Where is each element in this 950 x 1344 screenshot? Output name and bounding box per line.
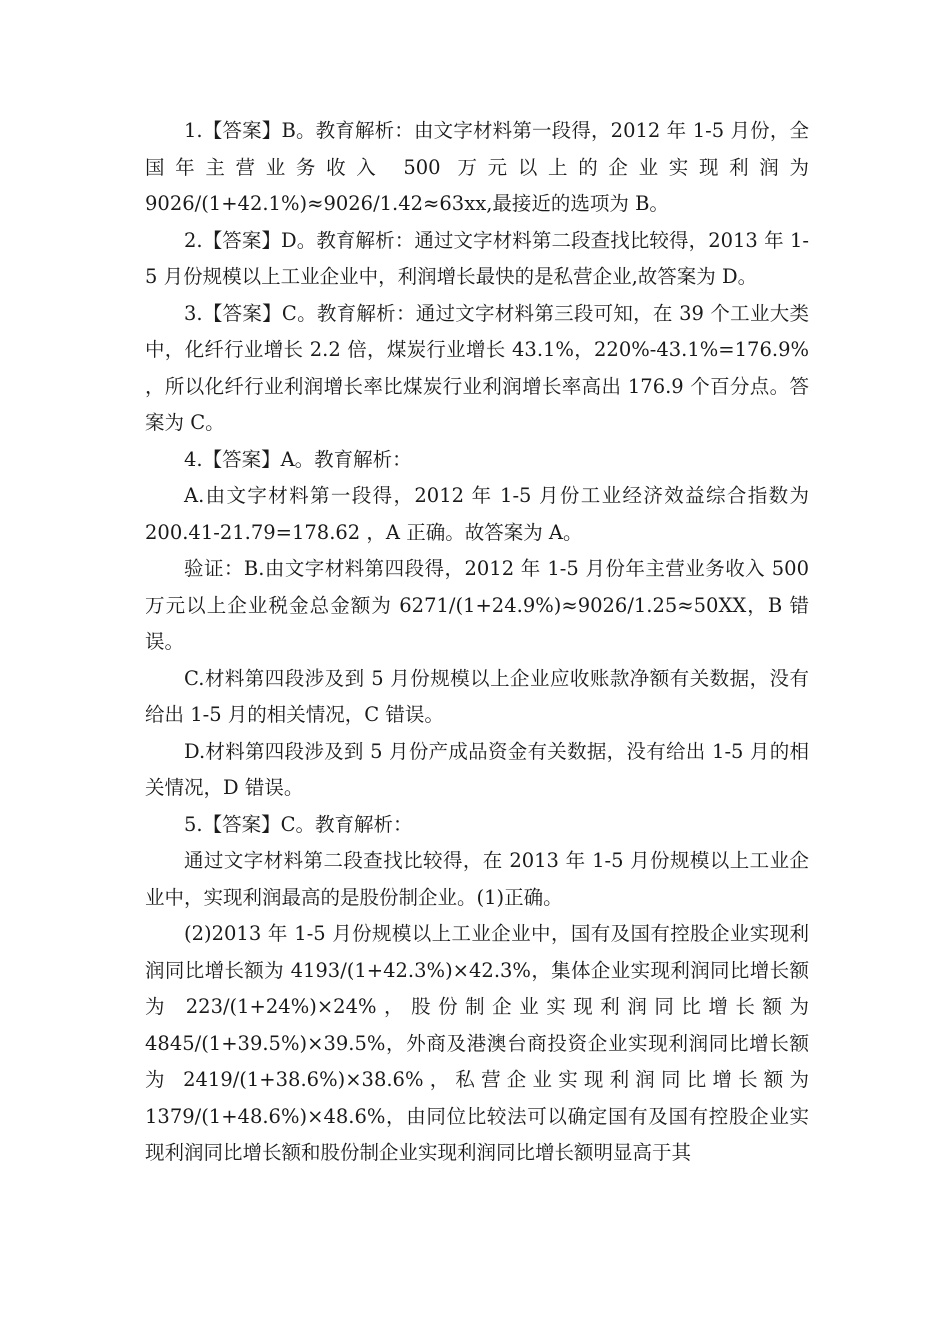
paragraph-answer-5-item-1: 通过文字材料第二段查找比较得，在 2013 年 1-5 月份规模以上工业企业中，实现利润最高的是股份制企业。(1)正确。 bbox=[145, 849, 809, 909]
paragraph-answer-2: 2.【答案】D。教育解析：通过文字材料第二段查找比较得，2013 年 1-5 月份规模以上工业企业中，利润增长最快的是私营企业,故答案为 D。 bbox=[145, 228, 809, 288]
paragraph-answer-1: 1.【答案】B。教育解析：由文字材料第一段得，2012 年 1-5 月份，全国年主营业务收入 500 万元以上的企业实现利润为 9026/(1+42.1%)≈9026/1.42≈63xx,最接近的选项为 B。 bbox=[145, 119, 809, 215]
paragraph-answer-4-verify-b: 验证：B.由文字材料第四段得，2012 年 1-5 月份年主营业务收入 500 万元以上企业税金总金额为 6271/(1+24.9%)≈9026/1.25≈50XX，B 错误。 bbox=[145, 557, 809, 653]
paragraph-answer-3: 3.【答案】C。教育解析：通过文字材料第三段可知，在 39 个工业大类中，化纤行业增长 2.2 倍，煤炭行业增长 43.1%，220%-43.1%=176.9% ，所以化纤行业利润增长率比煤炭行业利润增长率高出 176.9 个百分点。答案为 C。 bbox=[145, 301, 809, 434]
paragraph-answer-4: 4.【答案】A。教育解析： bbox=[184, 447, 412, 471]
paragraph-answer-4-option-c: C.材料第四段涉及到 5 月份规模以上企业应收账款净额有关数据，没有给出 1-5 月的相关情况，C 错误。 bbox=[145, 666, 809, 726]
paragraph-answer-5: 5.【答案】C。教育解析： bbox=[184, 812, 413, 836]
paragraph-answer-5-item-2: (2)2013 年 1-5 月份规模以上工业企业中，国有及国有控股企业实现利润同比增长额为 4193/(1+42.3%)×42.3%，集体企业实现利润同比增长额为 223/(1+24%)×24%，股份制企业实现利润同比增长额为 4845/(1+39.5%)×39.5%，外商及港澳台商投资企业实现利润同比增长额为 2419/(1+38.6%)×38.6%，私营企业实现利润同比增长额为 1379/(1+48.6%)×48.6%，由同位比较法可以确定国有及国有控股企业实现利润同比增长额和股份制企业实现利润同比增长额明显高于其 bbox=[145, 922, 809, 1164]
paragraph-answer-4-option-d: D.材料第四段涉及到 5 月份产成品资金有关数据，没有给出 1-5 月的相关情况，D 错误。 bbox=[145, 739, 809, 799]
answer-text-block bbox=[145, 113, 809, 1172]
paragraph-answer-4-option-a: A.由文字材料第一段得，2012 年 1-5 月份工业经济效益综合指数为 200.41-21.79=178.62 ，A 正确。故答案为 A。 bbox=[145, 484, 809, 544]
